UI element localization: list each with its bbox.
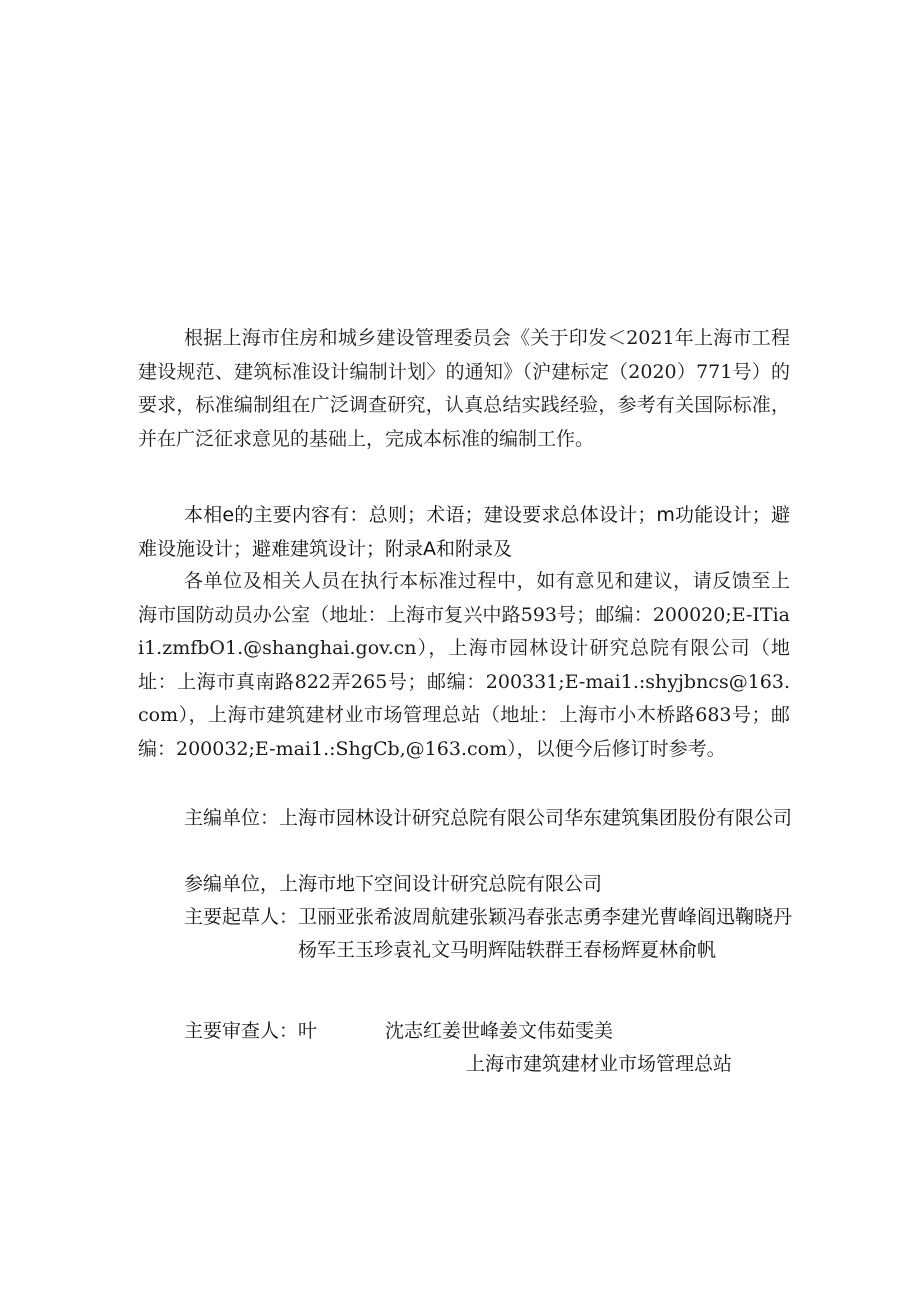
reviewing-organization: 上海市建筑建材业市场管理总站 (466, 1053, 733, 1075)
co-editor-units (184, 868, 794, 901)
main-reviewers (184, 1015, 794, 1048)
chief-editor-value: 上海市园林设计研究总院有限公司华东建筑集团股份有限公司 (279, 807, 793, 829)
main-drafters (184, 901, 794, 967)
main-reviewers-value: 沈志红姜世峰姜文伟茹雯美 (385, 1020, 614, 1042)
feedback-paragraph: 各单位及相关人员在执行本标准过程中，如有意见和建议，请反馈至上海市国防动员办公室（地址：上海市复兴中路593号；邮编：200020;E-ITiai1.zmfbO1.@shanghai.gov.cn），上海市园林设计研究总院有限公司（地址：上海市真南路822弄265号；邮编：200331;E-mai1.:shyjbncs@163.com），上海市建筑建材业市场管理总站（地址：上海市小木桥路683号；邮编：200032;E-mai1.:ShgCb,@163.com），以便今后修订时参考。 (138, 570, 790, 760)
intro-paragraph: 根据上海市住房和城乡建设管理委员会《关于印发＜2021年上海市工程建设规范、建筑标准设计编制计划〉的通知》（沪建标定（2020）771号）的要求，标准编制组在广泛调查研究，认真总结实践经验，参考有关国际标准，并在广泛征求意见的基础上，完成本标准的编制工作。 (138, 327, 790, 450)
main-reviewers-label: 主要审查人：叶 (184, 1020, 318, 1042)
main-contents-paragraph: 本相e的主要内容有：总则；术语；建设要求总体设计；m功能设计；避难设施设计；避难建筑设计；附录A和附录及 (138, 504, 790, 560)
chief-editor-units (184, 802, 794, 835)
co-editor-label: 参编单位， (184, 873, 280, 895)
co-editor-value: 上海市地下空间设计研究总院有限公司 (279, 873, 603, 895)
chief-editor-label: 主编单位： (184, 807, 280, 829)
main-drafters-label: 主要起草人： (184, 906, 299, 928)
main-drafters-value: 卫丽亚张希波周航建张颖冯春张志勇李建光曹峰阎迅鞠晓丹杨军王玉珍袁礼文马明辉陆轶群王春杨辉夏林俞帆 (298, 906, 793, 961)
